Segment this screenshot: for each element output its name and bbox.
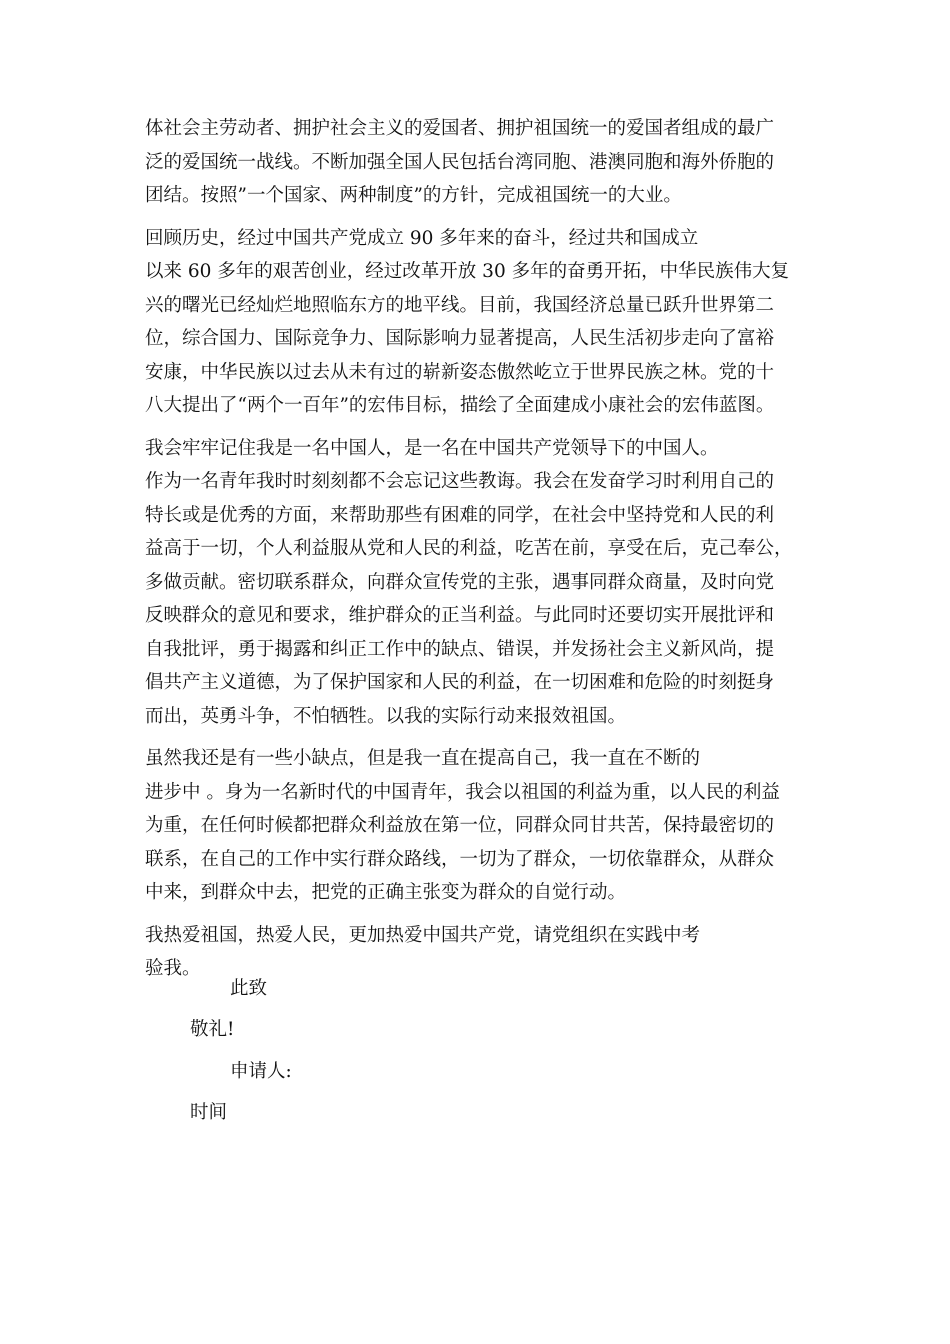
text-line: 泛的爱国统一战线。不断加强全国人民包括台湾同胞、港澳同胞和海外侨胞的	[145, 151, 775, 173]
applicant-label: 申请人:	[230, 1061, 292, 1082]
letter-body	[145, 112, 805, 995]
text-line: 体社会主劳动者、拥护社会主义的爱国者、拥护祖国统一的爱国者组成的最广	[145, 118, 775, 139]
text-line: 进步中 。身为一名新时代的中国青年，我会以祖国的利益为重，以人民的利益	[145, 781, 780, 803]
closing-salutation: 此致	[230, 978, 268, 999]
text-line: 多做贡献。密切联系群众，向群众宣传党的主张，遇事同群众商量，及时向党	[145, 571, 775, 593]
text-line: 倡共产主义道德，为了保护国家和人民的利益，在一切困难和危险的时刻挺身	[145, 672, 775, 693]
text-line: 联系，在自己的工作中实行群众路线，一切为了群众，一切依靠群众，从群众	[145, 848, 775, 870]
text-line: 反映群众的意见和要求，维护群众的正当利益。与此同时还要切实开展批评和	[145, 605, 775, 626]
text-line: 特长或是优秀的方面，来帮助那些有困难的同学，在社会中坚持党和人民的利	[145, 504, 775, 526]
paragraph	[145, 432, 805, 734]
text-line: 自我批评，勇于揭露和纠正工作中的缺点、错误，并发扬社会主义新风尚，提	[145, 638, 775, 660]
text-line: 中来，到群众中去，把党的正确主张变为群众的自觉行动。	[145, 882, 627, 903]
closing-regards: 敬礼!	[190, 1019, 235, 1040]
paragraph	[145, 222, 805, 423]
paragraph	[145, 742, 805, 910]
text-line: 我会牢牢记住我是一名中国人，是一名在中国共产党领导下的中国人。	[145, 437, 719, 459]
text-line: 兴的曙光已经灿烂地照临东方的地平线。目前，我国经济总量已跃升世界第二	[145, 294, 775, 316]
text-line: 八大提出了“两个一百年”的宏伟目标，描绘了全面建成小康社会的宏伟蓝图。	[145, 395, 775, 416]
text-line: 位，综合国力、国际竞争力、国际影响力显著提高，人民生活初步走向了富裕	[145, 328, 775, 349]
text-line: 虽然我还是有一些小缺点，但是我一直在提高自己，我一直在不断的	[145, 748, 701, 769]
text-line: 作为一名青年我时时刻刻都不会忘记这些教诲。我会在发奋学习时利用自己的	[145, 471, 775, 492]
date-label: 时间	[190, 1102, 228, 1123]
text-line: 团结。按照”一个国家、两种制度”的方针，完成祖国统一的大业。	[145, 185, 682, 206]
text-line: 验我。	[145, 958, 201, 979]
text-line: 为重，在任何时候都把群众利益放在第一位，同群众同甘共苦，保持最密切的	[145, 815, 775, 836]
paragraph	[145, 112, 805, 213]
text-line: 以来 60 多年的艰苦创业，经过改革开放 30 多年的奋勇开拓，中华民族伟大复	[145, 261, 790, 282]
text-line: 而出，英勇斗争，不怕牺牲。以我的实际行动来报效祖国。	[145, 705, 627, 727]
text-line: 回顾历史，经过中国共产党成立 90 多年来的奋斗，经过共和国成立	[145, 227, 699, 249]
text-line: 益高于一切，个人利益服从党和人民的利益，吃苦在前，享受在后，克己奉公，	[145, 538, 793, 559]
text-line: 安康，中华民族以过去从未有过的崭新姿态傲然屹立于世界民族之林。党的十	[145, 361, 775, 383]
text-line: 我热爱祖国，热爱人民，更加热爱中国共产党，请党组织在实践中考	[145, 924, 701, 946]
